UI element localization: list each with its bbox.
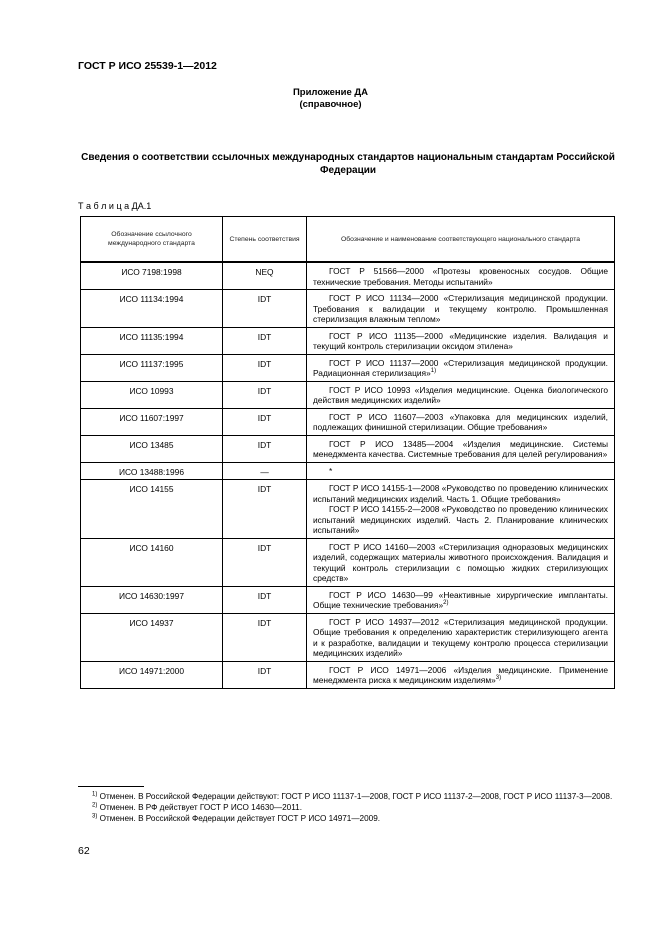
intl-standard-cell: ИСО 7198:1998 xyxy=(81,263,223,290)
table-row xyxy=(81,263,615,290)
national-standard-cell xyxy=(307,435,615,462)
table-header-row xyxy=(81,217,615,262)
footnote-text: Отменен. В Российской Федерации действует ГОСТ Р ИСО 14971—2009. xyxy=(99,814,381,823)
national-standard-cell xyxy=(307,661,615,688)
annex-heading xyxy=(0,87,661,111)
degree-cell: IDT xyxy=(223,327,307,354)
footnote-mark: 3) xyxy=(92,813,98,820)
intl-standard-cell: ИСО 11137:1995 xyxy=(81,354,223,381)
footnote-reference: 2) xyxy=(443,600,449,607)
table-row xyxy=(81,327,615,354)
national-standard-title: ГОСТ Р ИСО 11137—2000 «Стерилизация медицинской продукции. Радиационная стерилизация» xyxy=(313,357,608,378)
table-caption: Т а б л и ц а ДА.1 xyxy=(78,201,152,211)
national-standard-text xyxy=(313,483,608,504)
page-number: 62 xyxy=(78,845,90,857)
document-code: ГОСТ Р ИСО 25539-1—2012 xyxy=(78,60,217,72)
table-row xyxy=(81,613,615,661)
footnote-reference: 1) xyxy=(430,368,437,375)
footnote-text: Отменен. В РФ действует ГОСТ Р ИСО 14630—2011. xyxy=(99,803,302,812)
national-standard-title: ГОСТ Р ИСО 14937—2012 «Стерилизация медицинской продукции. Общие требования к определению характеристик стерилизующего агента и к разработке, валидации и текущему контролю процесса стерилизации медицинских изделий» xyxy=(313,616,608,658)
national-standard-title: ГОСТ Р ИСО 11135—2000 «Медицинские изделия. Валидация и текущий контроль стерилизации оксидом этилена» xyxy=(313,330,608,351)
national-standard-text xyxy=(313,331,608,352)
table-row xyxy=(81,435,615,462)
national-standard-title: ГОСТ Р ИСО 13485—2004 «Изделия медицинские. Системы менеджмента качества. Системные требования для целей регулирования» xyxy=(313,438,608,459)
national-standard-title: ГОСТ Р ИСО 14155-1—2008 «Руководство по проведению клинических испытаний медицинских изделий. Часть 1. Общие требования» xyxy=(313,483,608,504)
national-standard-cell xyxy=(307,381,615,408)
national-standard-cell xyxy=(307,290,615,328)
table-row xyxy=(81,408,615,435)
national-standard-title: ГОСТ Р ИСО 14160—2003 «Стерилизация одноразовых медицинских изделий, содержащих материалы животного происхождения. Валидация и текущий контроль стерилизации с помощью жидких стерилизующих средств» xyxy=(313,541,608,583)
degree-cell: IDT xyxy=(223,586,307,613)
intl-standard-cell: ИСО 10993 xyxy=(81,381,223,408)
national-standard-title: ГОСТ Р ИСО 14155-2—2008 «Руководство по проведению клинических испытаний медицинских изделий. Часть 2. Планирование клинических испытаний» xyxy=(313,504,608,535)
table-row xyxy=(81,462,615,480)
intl-standard-cell: ИСО 14937 xyxy=(81,613,223,661)
degree-cell: IDT xyxy=(223,290,307,328)
intl-standard-cell: ИСО 14971:2000 xyxy=(81,661,223,688)
header-national-standard: Обозначение и наименование соответствующего национального стандарта xyxy=(307,217,615,262)
footnote-reference: 3) xyxy=(495,675,502,682)
intl-standard-cell: ИСО 14630:1997 xyxy=(81,586,223,613)
intl-standard-cell: ИСО 11607:1997 xyxy=(81,408,223,435)
footnote-text: Отменен. В Российской Федерации действуют: ГОСТ Р ИСО 11137-1—2008, ГОСТ Р ИСО 11137-2—2008, ГОСТ Р ИСО 11137-3—2008. xyxy=(99,792,613,801)
national-standard-cell xyxy=(307,586,615,613)
national-standard-title: ГОСТ Р ИСО 11607—2003 «Упаковка для медицинских изделий, подлежащих финишной стерилизации. Общие требования» xyxy=(313,411,608,432)
table-row xyxy=(81,538,615,586)
degree-cell: IDT xyxy=(223,435,307,462)
national-standard-cell xyxy=(307,613,615,661)
national-standard-text xyxy=(313,358,608,379)
intl-standard-cell: ИСО 11134:1994 xyxy=(81,290,223,328)
national-standard-text xyxy=(313,266,608,287)
footnote xyxy=(78,813,614,824)
header-degree: Степень соответствия xyxy=(223,217,307,262)
national-standard-title: ГОСТ Р ИСО 10993 «Изделия медицинские. Оценка биологического действия медицинских изделий» xyxy=(313,384,608,405)
footnote-divider xyxy=(78,786,144,787)
national-standard-text xyxy=(313,542,608,584)
table-row xyxy=(81,354,615,381)
footnote-mark: 1) xyxy=(92,791,98,798)
degree-cell: IDT xyxy=(223,661,307,688)
degree-cell: IDT xyxy=(223,613,307,661)
footnote-mark: 2) xyxy=(92,802,98,809)
national-standard-cell xyxy=(307,263,615,290)
table-row xyxy=(81,381,615,408)
intl-standard-cell: ИСО 11135:1994 xyxy=(81,327,223,354)
national-standard-title: * xyxy=(329,465,333,476)
header-intl-standard: Обозначение ссылочного международного стандарта xyxy=(81,217,223,262)
national-standard-cell xyxy=(307,408,615,435)
annex-title: Приложение ДА xyxy=(292,87,369,98)
degree-cell: IDT xyxy=(223,480,307,539)
national-standard-title: ГОСТ Р 51566—2000 «Протезы кровеносных сосудов. Общие технические требования. Методы испытаний» xyxy=(313,266,608,287)
national-standard-cell xyxy=(307,327,615,354)
national-standard-text xyxy=(313,504,608,536)
national-standard-cell xyxy=(307,538,615,586)
national-standard-text xyxy=(313,412,608,433)
degree-cell: — xyxy=(223,462,307,480)
degree-cell: IDT xyxy=(223,538,307,586)
table-row xyxy=(81,661,615,688)
table-row xyxy=(81,290,615,328)
correspondence-table xyxy=(80,216,615,689)
national-standard-title: ГОСТ Р ИСО 11134—2000 «Стерилизация медицинской продукции. Требования к валидации и текущему контролю. Промышленная стерилизация влажным теплом» xyxy=(313,293,608,324)
national-standard-cell xyxy=(307,480,615,539)
national-standard-cell xyxy=(307,354,615,381)
footnote xyxy=(78,791,614,802)
degree-cell: IDT xyxy=(223,354,307,381)
national-standard-text xyxy=(313,617,608,659)
national-standard-text xyxy=(313,439,608,460)
national-standard-text xyxy=(313,385,608,406)
national-standard-title: ГОСТ Р ИСО 14971—2006 «Изделия медицинские. Применение менеджмента риска к медицинским изделиям» xyxy=(313,664,608,685)
national-standard-text xyxy=(313,466,608,477)
intl-standard-cell: ИСО 14155 xyxy=(81,480,223,539)
national-standard-text xyxy=(313,665,608,686)
annex-subtitle: (справочное) xyxy=(299,99,362,110)
national-standard-title: ГОСТ Р ИСО 14630—99 «Неактивные хирургические имплантаты. Общие технические требования» xyxy=(313,589,608,610)
intl-standard-cell: ИСО 13485 xyxy=(81,435,223,462)
national-standard-cell xyxy=(307,462,615,480)
degree-cell: IDT xyxy=(223,381,307,408)
footnotes xyxy=(78,791,614,824)
intl-standard-cell: ИСО 14160 xyxy=(81,538,223,586)
degree-cell: IDT xyxy=(223,408,307,435)
degree-cell: NEQ xyxy=(223,263,307,290)
table-body xyxy=(81,263,615,689)
national-standard-text xyxy=(313,293,608,325)
national-standard-text xyxy=(313,590,608,611)
intl-standard-cell: ИСО 13488:1996 xyxy=(81,462,223,480)
footnote xyxy=(78,802,614,813)
section-title: Сведения о соответствии ссылочных международных стандартов национальным стандартам Российской Федерации xyxy=(81,152,615,176)
table-row xyxy=(81,586,615,613)
table-row xyxy=(81,480,615,539)
